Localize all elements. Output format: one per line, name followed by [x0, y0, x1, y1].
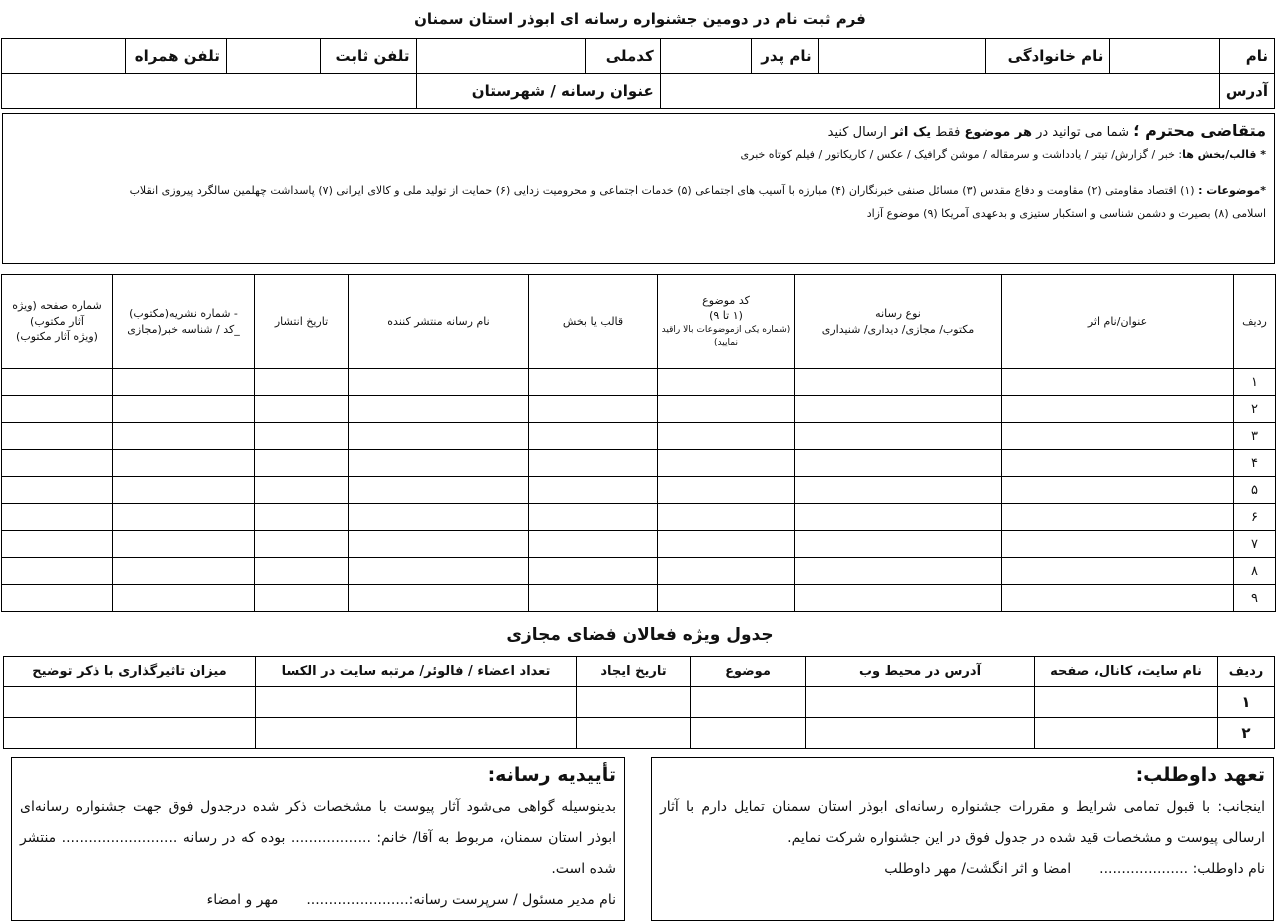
col-date: تاریخ انتشار [255, 275, 349, 369]
row-number: ۳ [1234, 423, 1276, 450]
table-row [4, 687, 1275, 718]
table-row [2, 585, 1276, 612]
table-row [2, 423, 1276, 450]
table-cell[interactable] [1035, 718, 1218, 749]
table-cell[interactable] [577, 687, 691, 718]
notice-box [2, 113, 1275, 264]
row-number: ۲ [1218, 718, 1275, 749]
table-cell[interactable] [349, 396, 529, 423]
table-cell[interactable] [349, 423, 529, 450]
topics-list-1: (۱) اقتصاد مقاومتی (۲) مقاومت و دفاع مقدس (۳) مسائل صنفی خبرنگاران (۴) مبارزه با آسیب های اجتماعی (۵) خدمات اجتماعی و محرومیت زدایی (۶) حمایت از تولید ملی و کالای ایرانی (۷) پاسداشت چهلمین سالگرد پیروزی انقلاب [129, 184, 1195, 198]
table-cell[interactable] [1002, 396, 1234, 423]
table-cell[interactable] [1002, 369, 1234, 396]
col-topic-code [658, 275, 795, 369]
col-media-type [795, 275, 1002, 369]
table-cell[interactable] [658, 504, 795, 531]
table-cell[interactable] [349, 558, 529, 585]
table-cell[interactable] [658, 450, 795, 477]
approval-text: بدینوسیله گواهی می‌شود آثار پیوست با مشخصات ذکر شده درجدول فوق جهت جشنواره رسانه‌ای ابوذر استان سمنان، مربوط به آقا/ خانم: .................. بوده که در رسانه .......................... منتشر شده است. [20, 799, 616, 877]
table-cell[interactable] [255, 504, 349, 531]
stamp-field[interactable]: مهر و امضاء [206, 892, 279, 908]
table-cell[interactable] [349, 585, 529, 612]
table-cell[interactable] [691, 687, 806, 718]
issue-label-1: - شماره نشریه(مکتوب) [129, 306, 238, 320]
family-field[interactable] [818, 39, 985, 74]
row-number: ۸ [1234, 558, 1276, 585]
table-cell[interactable] [795, 423, 1002, 450]
table-cell[interactable] [2, 477, 113, 504]
table-cell[interactable] [795, 531, 1002, 558]
row-number: ۱ [1218, 687, 1275, 718]
virtual-table [3, 656, 1275, 749]
vcol-address: آدرس در محیط وب [806, 657, 1035, 687]
table-cell[interactable] [2, 423, 113, 450]
table-cell[interactable] [795, 558, 1002, 585]
table-cell[interactable] [1002, 504, 1234, 531]
pledge-sign-field[interactable]: امضا و اثر انگشت/ مهر داوطلب [884, 861, 1072, 877]
table-cell[interactable] [658, 423, 795, 450]
table-cell[interactable] [529, 477, 658, 504]
media-type-options: مکتوب/ مجازی/ دیداری/ شنیداری [821, 322, 975, 336]
table-cell[interactable] [113, 558, 255, 585]
address-field[interactable] [660, 74, 1219, 109]
approval-signature-row [20, 885, 616, 916]
approval-box [11, 757, 625, 921]
table-cell[interactable] [349, 531, 529, 558]
table-cell[interactable] [806, 687, 1035, 718]
vcol-members: تعداد اعضاء / فالوئر/ مرتبه سایت در الکسا [256, 657, 577, 687]
row-number: ۹ [1234, 585, 1276, 612]
table-cell[interactable] [255, 531, 349, 558]
table-cell[interactable] [349, 504, 529, 531]
vcol-topic: موضوع [691, 657, 806, 687]
topics-label: *موضوعات : [1198, 184, 1266, 198]
notice-text: ارسال کنید [827, 125, 887, 140]
table-cell[interactable] [1035, 687, 1218, 718]
name-field[interactable] [1110, 39, 1219, 74]
table-cell[interactable] [113, 477, 255, 504]
table-cell[interactable] [255, 585, 349, 612]
table-row [2, 531, 1276, 558]
table-cell[interactable] [349, 450, 529, 477]
row-number: ۶ [1234, 504, 1276, 531]
table-cell[interactable] [529, 396, 658, 423]
table-row [2, 450, 1276, 477]
notice-line-1 [11, 120, 1266, 142]
vcol-impact: میزان تاثیرگذاری با ذکر توضیح [4, 657, 256, 687]
table-cell[interactable] [113, 504, 255, 531]
pledge-text: اینجانب: با قبول تمامی شرایط و مقررات جشنواره رسانه‌ای ابوذر استان سمنان تمایل دارم با آثار ارسالی پیوست و مشخصات قید شده در جدول فوق در این جشنواره شرکت نمایم. [660, 799, 1265, 846]
table-cell[interactable] [349, 477, 529, 504]
table-cell[interactable] [113, 396, 255, 423]
table-cell[interactable] [255, 477, 349, 504]
table-cell[interactable] [113, 369, 255, 396]
table-row [2, 477, 1276, 504]
table-cell[interactable] [255, 396, 349, 423]
notice-salutation: متقاضی محترم ؛ [1133, 121, 1266, 140]
row-number: ۷ [1234, 531, 1276, 558]
table-cell[interactable] [113, 531, 255, 558]
table-cell[interactable] [658, 396, 795, 423]
media-type-label: نوع رسانه [875, 306, 921, 320]
table-cell[interactable] [2, 396, 113, 423]
table-cell[interactable] [2, 531, 113, 558]
manager-name-field[interactable]: نام مدیر مسئول / سرپرست رسانه:....................... [306, 892, 616, 908]
vcol-date: تاریخ ایجاد [577, 657, 691, 687]
personal-info-table [1, 38, 1275, 109]
table-cell[interactable] [1002, 531, 1234, 558]
table-cell[interactable] [256, 718, 577, 749]
formats-list: خبر / گزارش/ تیتر / یادداشت و سرمقاله / موشن گرافیک / عکس / کاریکاتور / فیلم کوتاه خبری [740, 147, 1175, 161]
table-cell[interactable] [529, 585, 658, 612]
mobile-field[interactable] [2, 39, 126, 74]
issue-label-2: _کد / شناسه خبر(مجازی [127, 322, 240, 336]
table-cell[interactable] [1002, 477, 1234, 504]
table-row [2, 369, 1276, 396]
table-cell[interactable] [1002, 558, 1234, 585]
table-cell[interactable] [255, 450, 349, 477]
notice-text: فقط [935, 125, 961, 140]
family-label: نام خانوادگی [985, 39, 1109, 74]
col-page [2, 275, 113, 369]
table-cell[interactable] [529, 423, 658, 450]
table-cell[interactable] [658, 369, 795, 396]
pledge-name-field[interactable]: نام داوطلب: .................... [1099, 861, 1265, 877]
table-cell[interactable] [795, 369, 1002, 396]
vcol-site: نام سایت، کانال، صفحه [1035, 657, 1218, 687]
father-field[interactable] [660, 39, 751, 74]
table-cell[interactable] [2, 450, 113, 477]
table-cell[interactable] [255, 369, 349, 396]
table-cell[interactable] [795, 450, 1002, 477]
mobile-label: تلفن همراه [125, 39, 226, 74]
table-cell[interactable] [529, 531, 658, 558]
row-number: ۲ [1234, 396, 1276, 423]
landline-label: تلفن ثابت [320, 39, 416, 74]
col-publisher: نام رسانه منتشر کننده [349, 275, 529, 369]
col-issue [113, 275, 255, 369]
topic-code-label: کد موضوع [702, 293, 750, 307]
pledge-title: تعهد داوطلب: [1135, 764, 1265, 786]
table-cell[interactable] [1002, 585, 1234, 612]
national-code-label: کدملی [585, 39, 660, 74]
table-row [4, 718, 1275, 749]
col-format: قالب یا بخش [529, 275, 658, 369]
table-row [2, 504, 1276, 531]
table-cell[interactable] [529, 369, 658, 396]
notice-emphasis: هر موضوع [964, 125, 1032, 140]
topics-line-2: اسلامی (۸) بصیرت و دشمن شناسی و استکبار ستیزی و بدعهدی آمریکا (۹) موضوع آزاد [866, 207, 1266, 221]
media-city-field[interactable] [2, 74, 417, 109]
table-cell[interactable] [113, 450, 255, 477]
father-label: نام پدر [751, 39, 818, 74]
table-cell[interactable] [2, 369, 113, 396]
topics-line [11, 184, 1266, 199]
topic-code-range: (۱ تا ۹) [709, 309, 743, 323]
landline-field[interactable] [226, 39, 320, 74]
media-city-label: عنوان رسانه / شهرستان [416, 74, 660, 109]
table-cell[interactable] [1002, 423, 1234, 450]
table-cell[interactable] [658, 558, 795, 585]
page-label-2: آثار مکتوب) [30, 314, 84, 328]
table-cell[interactable] [795, 504, 1002, 531]
table-cell[interactable] [4, 687, 256, 718]
topic-code-hint: (شماره یکی ازموضوعات بالا راقید نمایید) [661, 325, 791, 349]
notice-emphasis: یک اثر [890, 125, 932, 140]
col-row: ردیف [1234, 275, 1276, 369]
table-cell[interactable] [255, 423, 349, 450]
pledge-box [651, 757, 1274, 921]
page-label-3: (ویژه آثار مکتوب) [16, 330, 98, 344]
table-cell[interactable] [256, 687, 577, 718]
row-number: ۵ [1234, 477, 1276, 504]
table-cell[interactable] [795, 477, 1002, 504]
table-cell[interactable] [806, 718, 1035, 749]
formats-line: * قالب/بخش ها: خبر / گزارش/ تیتر / یادداشت و سرمقاله / موشن گرافیک / عکس / کاریکاتور / فیلم کوتاه خبری [740, 147, 1266, 161]
address-label: آدرس [1219, 74, 1274, 109]
table-cell[interactable] [113, 423, 255, 450]
table-row [2, 558, 1276, 585]
pledge-signature-row [660, 854, 1265, 885]
virtual-table-title: جدول ویژه فعالان فضای مجازی [506, 625, 774, 645]
row-number: ۴ [1234, 450, 1276, 477]
table-cell[interactable] [795, 585, 1002, 612]
col-title: عنوان/نام اثر [1002, 275, 1234, 369]
approval-title: تأییدیه رسانه: [487, 764, 616, 786]
table-row [2, 396, 1276, 423]
vcol-row: ردیف [1218, 657, 1275, 687]
table-cell[interactable] [529, 504, 658, 531]
table-cell[interactable] [4, 718, 256, 749]
table-cell[interactable] [2, 585, 113, 612]
table-cell[interactable] [1002, 450, 1234, 477]
table-cell[interactable] [349, 369, 529, 396]
notice-text: شما می توانید در [1036, 125, 1130, 140]
table-cell[interactable] [691, 718, 806, 749]
table-cell[interactable] [658, 585, 795, 612]
national-code-field[interactable] [416, 39, 585, 74]
row-number: ۱ [1234, 369, 1276, 396]
table-cell[interactable] [2, 558, 113, 585]
form-title: فرم ثبت نام در دومین جشنواره رسانه ای ابوذر استان سمنان [414, 10, 866, 28]
page-label-1: شماره صفحه (ویژه [12, 298, 102, 312]
table-cell[interactable] [658, 531, 795, 558]
table-cell[interactable] [255, 558, 349, 585]
table-cell[interactable] [2, 504, 113, 531]
table-cell[interactable] [795, 396, 1002, 423]
table-cell[interactable] [577, 718, 691, 749]
formats-label: * قالب/بخش ها [1182, 147, 1266, 161]
table-cell[interactable] [113, 585, 255, 612]
name-label: نام [1219, 39, 1274, 74]
table-cell[interactable] [658, 477, 795, 504]
table-cell[interactable] [529, 558, 658, 585]
table-cell[interactable] [529, 450, 658, 477]
works-table [1, 274, 1276, 612]
